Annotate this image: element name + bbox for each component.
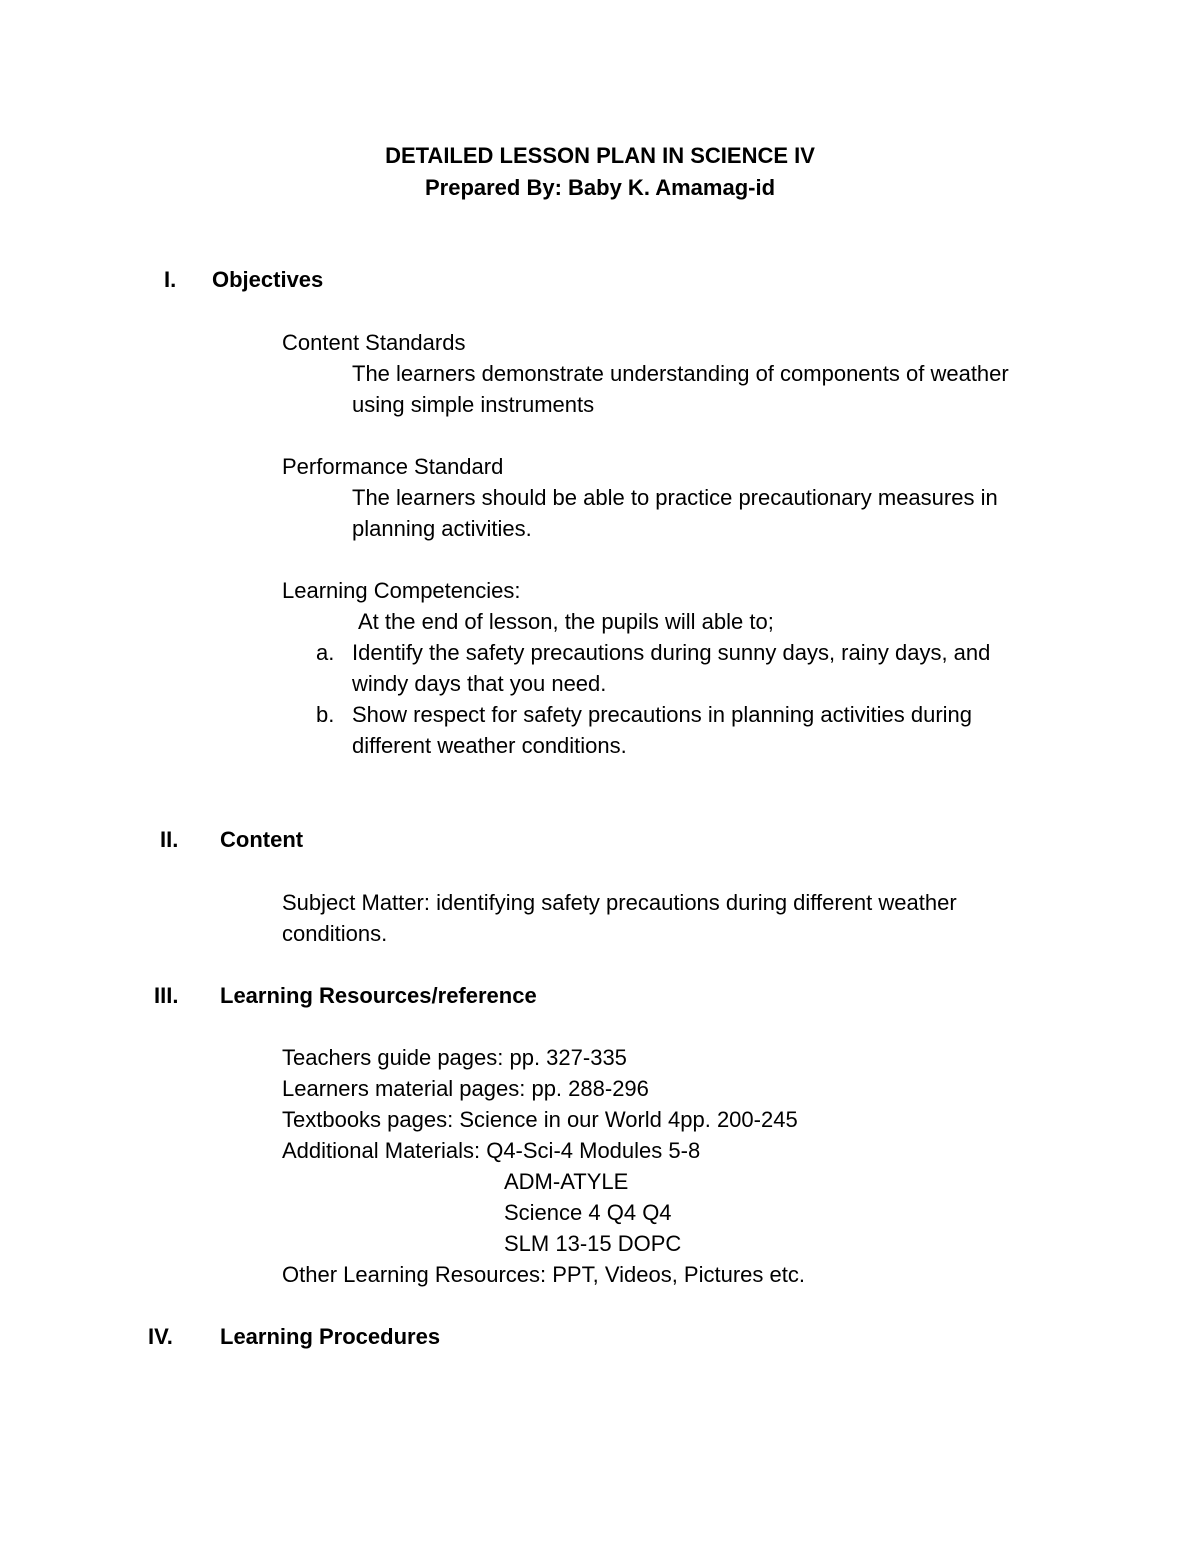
- performance-standard-text-2: planning activities.: [352, 516, 532, 541]
- learning-competencies-label: Learning Competencies:: [282, 578, 521, 603]
- other-resources-line: Other Learning Resources: PPT, Videos, Pictures etc.: [282, 1262, 805, 1287]
- document-title: DETAILED LESSON PLAN IN SCIENCE IV: [385, 143, 815, 168]
- content-standards-text-2: using simple instruments: [352, 392, 595, 417]
- additional-material-item: SLM 13-15 DOPC: [504, 1231, 682, 1256]
- content-standards-label: Content Standards: [282, 330, 466, 355]
- competency-a-text-2: windy days that you need.: [352, 671, 607, 696]
- textbooks-line: Textbooks pages: Science in our World 4pp. 200-245: [282, 1107, 798, 1132]
- learners-material-line: Learners material pages: pp. 288-296: [282, 1076, 649, 1101]
- section-numeral-resources: III.: [154, 983, 179, 1008]
- competency-b-text-1: Show respect for safety precautions in planning activities during: [352, 702, 973, 727]
- learning-competencies-intro: At the end of lesson, the pupils will able to;: [358, 609, 774, 634]
- additional-materials-line: Additional Materials: Q4-Sci-4 Modules 5-8: [282, 1138, 701, 1163]
- competency-a-marker: a.: [316, 640, 335, 665]
- competency-a-text-1: Identify the safety precautions during sunny days, rainy days, and: [352, 640, 991, 665]
- prepared-by: Prepared By: Baby K. Amamag-id: [424, 175, 776, 200]
- performance-standard-label: Performance Standard: [282, 454, 504, 479]
- section-numeral-objectives: I.: [164, 267, 177, 292]
- section-heading-procedures: Learning Procedures: [220, 1324, 441, 1349]
- performance-standard-text-1: The learners should be able to practice precautionary measures in: [352, 485, 998, 510]
- subject-matter-text-1: Subject Matter: identifying safety precautions during different weather: [282, 890, 957, 915]
- additional-material-item: ADM-ATYLE: [504, 1169, 629, 1194]
- section-heading-content: Content: [220, 827, 304, 852]
- section-numeral-procedures: IV.: [148, 1324, 173, 1349]
- teachers-guide-line: Teachers guide pages: pp. 327-335: [282, 1045, 627, 1070]
- competency-b-marker: b.: [316, 702, 335, 727]
- competency-b-text-2: different weather conditions.: [352, 733, 627, 758]
- additional-material-item: Science 4 Q4 Q4: [504, 1200, 672, 1225]
- section-numeral-content: II.: [160, 827, 179, 852]
- subject-matter-text-2: conditions.: [282, 921, 388, 946]
- content-standards-text-1: The learners demonstrate understanding of components of weather: [352, 361, 1009, 386]
- section-heading-objectives: Objectives: [212, 267, 324, 292]
- section-heading-resources: Learning Resources/reference: [220, 983, 537, 1008]
